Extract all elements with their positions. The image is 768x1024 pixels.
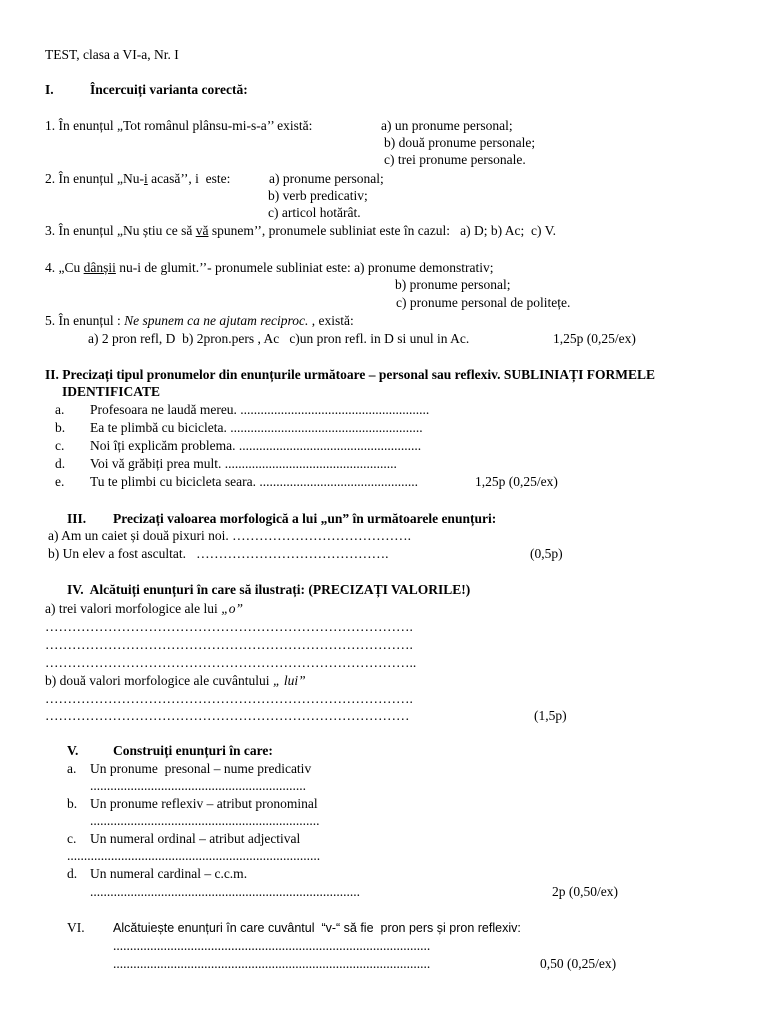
s4-dots-3: ……………………………………………………………………….. <box>45 655 417 670</box>
q4-text: 4. „Cu dânșii nu-i de glumit.’’- pronumele subliniat este: a) pronume demonstrativ; <box>45 260 494 275</box>
q2-option-c: c) articol hotărât. <box>268 205 361 220</box>
s6-dots-1: .............................................................................................. <box>113 938 431 953</box>
section-5-title: Construiți enunțuri în care: <box>113 743 273 758</box>
s2-item-d-letter: d. <box>55 456 66 471</box>
s4-dots-4: ………………………………………………………………………. <box>45 691 413 706</box>
q2-stem: 2. În enunțul „Nu-i acasă’’, i este: <box>45 171 231 186</box>
section-3-title: Precizați valoarea morfologică a lui „un” în următoarele enunțuri: <box>113 511 497 526</box>
q1-option-a: a) un pronume personal; <box>381 118 513 133</box>
s5-item-c-letter: c. <box>67 831 77 846</box>
section-2-score: 1,25p (0,25/ex) <box>475 474 558 489</box>
s2-item-b-text: Ea te plimbă cu bicicleta. ......................................................... <box>90 420 423 435</box>
s5-item-a-letter: a. <box>67 761 77 776</box>
s2-item-a-text: Profesoara ne laudă mereu. ........................................................ <box>90 402 430 417</box>
section-3-score: (0,5p) <box>530 546 563 561</box>
s2-item-d-text: Voi vă grăbiți prea mult. ................................................... <box>90 456 397 471</box>
q3-text: 3. În enunțul „Nu știu ce să vă spunem’’, pronumele subliniat este în cazul: a) D; b) Ac; c) V. <box>45 223 557 238</box>
s4-item-b: b) două valori morfologice ale cuvântului „ lui” <box>45 673 306 688</box>
s2-item-c-text: Noi îți explicăm problema. ...................................................... <box>90 438 422 453</box>
s5-item-c-text: Un numeral ordinal – atribut adjectival <box>90 831 301 846</box>
s5-item-b-dots: .................................................................... <box>90 813 320 828</box>
s4-dots-5: ……………………………………………………………………… <box>45 708 410 723</box>
section-6-number: VI. <box>67 920 85 935</box>
q1-option-c: c) trei pronume personale. <box>384 152 526 167</box>
s5-item-b-letter: b. <box>67 796 78 811</box>
section-4-title: IV. Alcătuiți enunțuri în care să ilustrați: (PRECIZAȚI VALORILE!) <box>67 582 471 597</box>
s2-item-c-letter: c. <box>55 438 65 453</box>
s2-item-e-text: Tu te plimbi cu bicicleta seara. ............................................... <box>90 474 418 489</box>
q4-option-b: b) pronume personal; <box>395 277 511 292</box>
section-2-title-cont: IDENTIFICATE <box>62 384 161 399</box>
q2-option-b: b) verb predicativ; <box>268 188 368 203</box>
s2-item-a-letter: a. <box>55 402 65 417</box>
section-5-score: 2p (0,50/ex) <box>552 884 618 899</box>
q5-options: a) 2 pron refl, D b) 2pron.pers , Ac c)un pron refl. in D si unul in Ac. <box>88 331 470 346</box>
section-1-number: I. <box>45 82 54 97</box>
section-2-title: II. Precizați tipul pronumelor din enunțurile următoare – personal sau reflexiv. SUBLINIAȚI FORMELE <box>45 367 656 382</box>
section-6-title: Alcătuiește enunțuri în care cuvântul “v-“ să fie pron pers și pron reflexiv: <box>113 921 521 935</box>
s6-dots-2: .............................................................................................. <box>113 956 431 971</box>
s5-item-a-dots: ................................................................ <box>90 778 306 793</box>
s3-item-b: b) Un elev a fost ascultat. ……………………………………. <box>48 546 389 561</box>
test-title: TEST, clasa a VI-a, Nr. I <box>45 47 179 62</box>
s5-item-d-text: Un numeral cardinal – c.c.m. <box>90 866 248 881</box>
q4-option-c: c) pronume personal de politețe. <box>396 295 571 310</box>
q5-stem: 5. În enunțul : Ne spunem ca ne ajutam reciproc. , există: <box>45 313 354 328</box>
section-4-score: (1,5p) <box>534 708 567 723</box>
s4-dots-1: ………………………………………………………………………. <box>45 619 413 634</box>
q1-option-b: b) două pronume personale; <box>384 135 536 150</box>
s2-item-e-letter: e. <box>55 474 65 489</box>
s5-item-c-dots: ........................................................................... <box>67 848 321 863</box>
s5-item-a-text: Un pronume presonal – nume predicativ <box>90 761 312 776</box>
section-1-score: 1,25p (0,25/ex) <box>553 331 636 346</box>
s4-dots-2: ………………………………………………………………………. <box>45 637 413 652</box>
s5-item-b-text: Un pronume reflexiv – atribut pronominal <box>90 796 318 811</box>
s2-item-b-letter: b. <box>55 420 66 435</box>
s3-item-a: a) Am un caiet și două pixuri noi. …………………………………. <box>48 528 411 543</box>
q1-stem: 1. În enunțul „Tot românul plânsu-mi-s-a’’ există: <box>45 118 313 133</box>
q2-option-a: a) pronume personal; <box>269 171 384 186</box>
s4-item-a: a) trei valori morfologice ale lui „o” <box>45 601 243 616</box>
s5-item-d-dots: ................................................................................ <box>90 884 360 899</box>
s5-item-d-letter: d. <box>67 866 78 881</box>
section-6-score: 0,50 (0,25/ex) <box>540 956 617 971</box>
section-1-title: Încercuiți varianta corectă: <box>90 82 248 97</box>
section-5-number: V. <box>67 743 79 758</box>
section-3-number: III. <box>67 511 87 526</box>
